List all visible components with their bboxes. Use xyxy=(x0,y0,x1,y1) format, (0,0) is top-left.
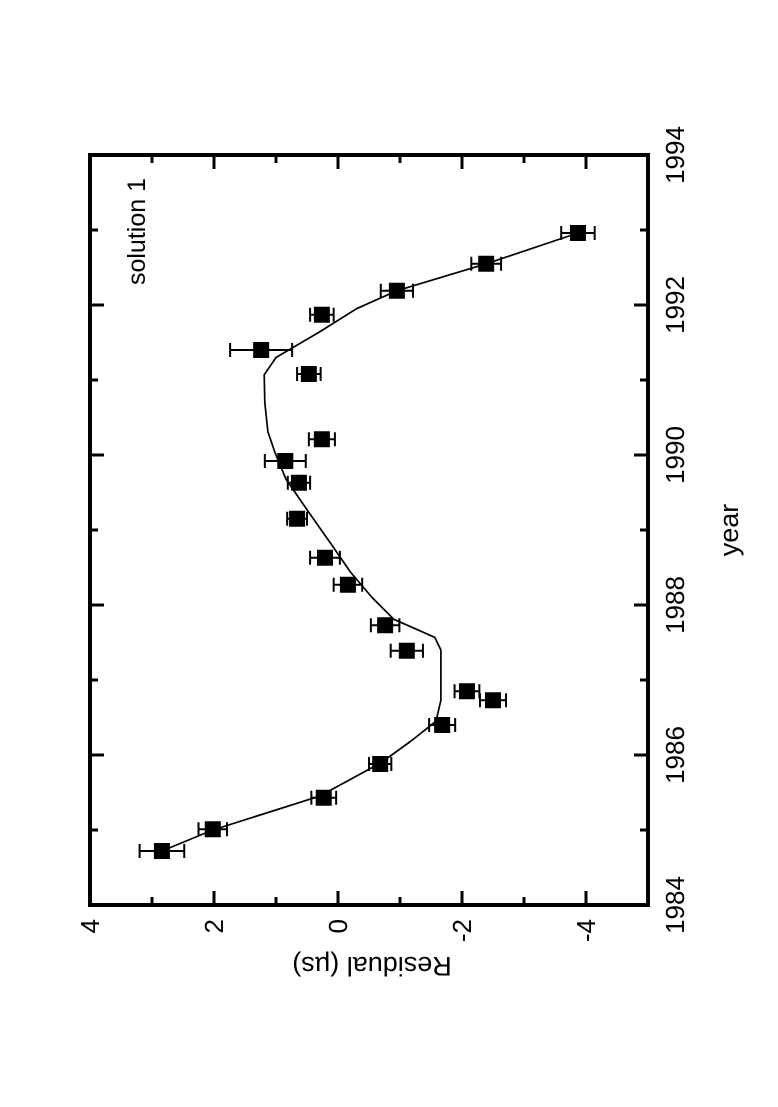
data-point xyxy=(369,756,391,772)
data-point-marker xyxy=(317,550,333,566)
x-tick-label: 1986 xyxy=(660,726,690,784)
data-point xyxy=(480,692,506,708)
y-tick-labels xyxy=(75,919,601,942)
plot-annotation: solution 1 xyxy=(123,178,151,286)
data-point-marker xyxy=(314,307,330,323)
data-point xyxy=(309,431,335,447)
data-point xyxy=(561,225,594,241)
x-tick-labels xyxy=(660,126,690,934)
y-tick-label: 2 xyxy=(199,919,229,934)
x-tick-label: 1990 xyxy=(660,426,690,484)
x-axis-label: year xyxy=(714,503,744,557)
x-tick-label: 1994 xyxy=(660,126,690,184)
data-point xyxy=(288,475,310,491)
data-point-marker xyxy=(205,821,221,837)
data-point xyxy=(265,453,306,469)
y-tick-label: 4 xyxy=(75,919,105,934)
data-point xyxy=(230,342,292,358)
data-point-marker xyxy=(340,577,356,593)
data-point-marker xyxy=(377,617,393,633)
data-point-marker xyxy=(478,256,494,272)
data-point xyxy=(311,790,336,806)
x-tick-label: 1984 xyxy=(660,876,690,934)
data-point-marker xyxy=(434,717,450,733)
y-axis-label: Residual (µs) xyxy=(292,951,452,981)
data-point xyxy=(297,366,321,382)
data-point xyxy=(287,511,307,527)
data-point xyxy=(310,550,340,566)
data-points xyxy=(140,225,595,859)
data-point-marker xyxy=(459,683,475,699)
data-point xyxy=(455,683,480,699)
y-tick-label: -2 xyxy=(447,919,477,943)
x-tick-label: 1988 xyxy=(660,576,690,634)
data-point-marker xyxy=(154,843,170,859)
data-point xyxy=(429,717,455,733)
x-axis-ticks xyxy=(90,155,648,905)
frame-border xyxy=(90,155,648,905)
data-point-marker xyxy=(277,453,293,469)
data-point-marker xyxy=(399,643,415,659)
data-point-marker xyxy=(372,756,388,772)
data-point-marker xyxy=(291,475,307,491)
y-tick-label: -4 xyxy=(571,919,601,943)
data-point-marker xyxy=(253,342,269,358)
data-point xyxy=(334,577,363,593)
data-point xyxy=(471,256,501,272)
data-point xyxy=(391,643,423,659)
data-point xyxy=(310,307,334,323)
data-point-marker xyxy=(389,283,405,299)
data-point-marker xyxy=(289,511,305,527)
y-axis-ticks xyxy=(90,155,648,905)
data-point-marker xyxy=(485,692,501,708)
plot-frame xyxy=(90,155,648,905)
y-tick-label: 0 xyxy=(323,919,353,934)
data-point-marker xyxy=(570,225,586,241)
data-point-marker xyxy=(301,366,317,382)
x-tick-label: 1992 xyxy=(660,276,690,334)
data-point-marker xyxy=(316,790,332,806)
data-point-marker xyxy=(314,431,330,447)
